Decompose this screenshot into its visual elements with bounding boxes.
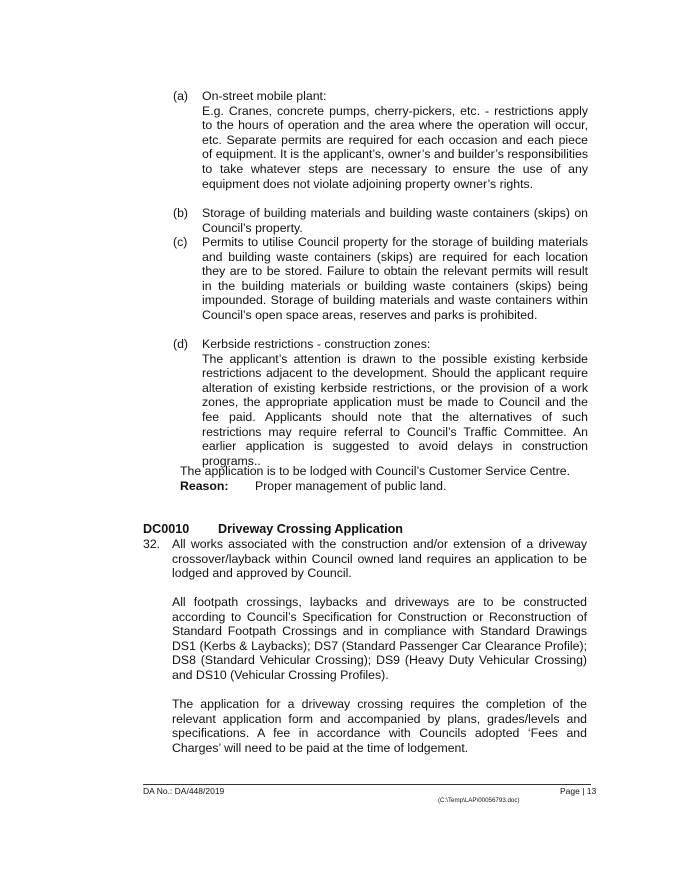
condition-paragraph-2: All footpath crossings, laybacks and driveways are to be constructed according to Council’s Specification for Construction or Reconstruction of Standard Footpath Crossings and in compliance with Standard Drawings DS1 (Kerbs & Laybacks); DS7 (Standard Passenger Car Clearance Profile); DS8 (Standard Vehicular Crossing); DS9 (Heavy Duty Vehicular Crossing) and DS10 (Vehicular Crossing Profiles). — [172, 595, 587, 682]
condition-number: 32. — [143, 537, 161, 551]
item-d-text: The applicant’s attention is drawn to the possible existing kerbside restrictions adjacent to the development. Should the applicant require alteration of existing kerbside restrictions, or the provision of a work zones, the appropriate application must be made to Council and the fee paid. Applicants should note that the alternatives of such restrictions may require referral to Council’s Traffic Committee. An earlier application is suggested to avoid delays in construction programs.. — [202, 351, 588, 468]
item-label-b: (b) — [173, 206, 189, 220]
footer-divider — [143, 784, 591, 785]
footer-file-path: (C:\Temp\LAP\00056793.doc) — [438, 797, 520, 804]
item-a — [202, 89, 588, 191]
item-d-heading: Kerbside restrictions - construction zones: — [202, 337, 431, 351]
section-code: DC0010 — [143, 522, 190, 536]
condition-paragraph-1: All works associated with the construction and/or extension of a driveway crossover/layback within Council owned land requires an application to be lodged and approved by Council. — [172, 537, 587, 581]
item-a-heading: On-street mobile plant: — [202, 89, 327, 103]
section-title: Driveway Crossing Application — [218, 522, 403, 536]
item-label-c: (c) — [173, 235, 188, 249]
condition-paragraph-3: The application for a driveway crossing requires the completion of the relevant application form and accompanied by plans, grades/levels and specifications. A fee in accordance with Councils adopted ‘Fees and Charges’ will need to be paid at the time of lodgement. — [172, 697, 587, 755]
item-a-text: E.g. Cranes, concrete pumps, cherry-pickers, etc. - restrictions apply to the hours of operation and the area where the operation will occur, etc. Separate permits are required for each occasion and each piece of equipment. It is the applicant’s, owner’s and builder’s responsibilities to take whatever steps are necessary to ensure the use of any equipment does not violate adjoining property owner’s rights. — [202, 103, 588, 191]
item-b-text: Storage of building materials and building waste containers (skips) on Council’s property. — [202, 206, 588, 235]
footer-da-number: DA No.: DA/448/2019 — [143, 786, 225, 796]
item-d — [202, 337, 588, 468]
reason-label: Reason: — [180, 479, 229, 493]
section-heading — [143, 522, 403, 536]
item-label-d: (d) — [173, 337, 189, 351]
item-label-a: (a) — [173, 89, 189, 103]
footer-page-number: Page | 13 — [560, 786, 597, 796]
item-c-text: Permits to utilise Council property for the storage of building materials and building waste containers (skips) are required for each location they are to be stored. Failure to obtain the relevant permits will result in the building materials or building waste containers (skips) being impounded. Storage of building materials and waste containers within Council’s open space areas, reserves and parks is prohibited. — [202, 235, 588, 322]
lodgement-text: The application is to be lodged with Council’s Customer Service Centre. — [180, 464, 571, 478]
reason-text: Proper management of public land. — [255, 479, 447, 493]
